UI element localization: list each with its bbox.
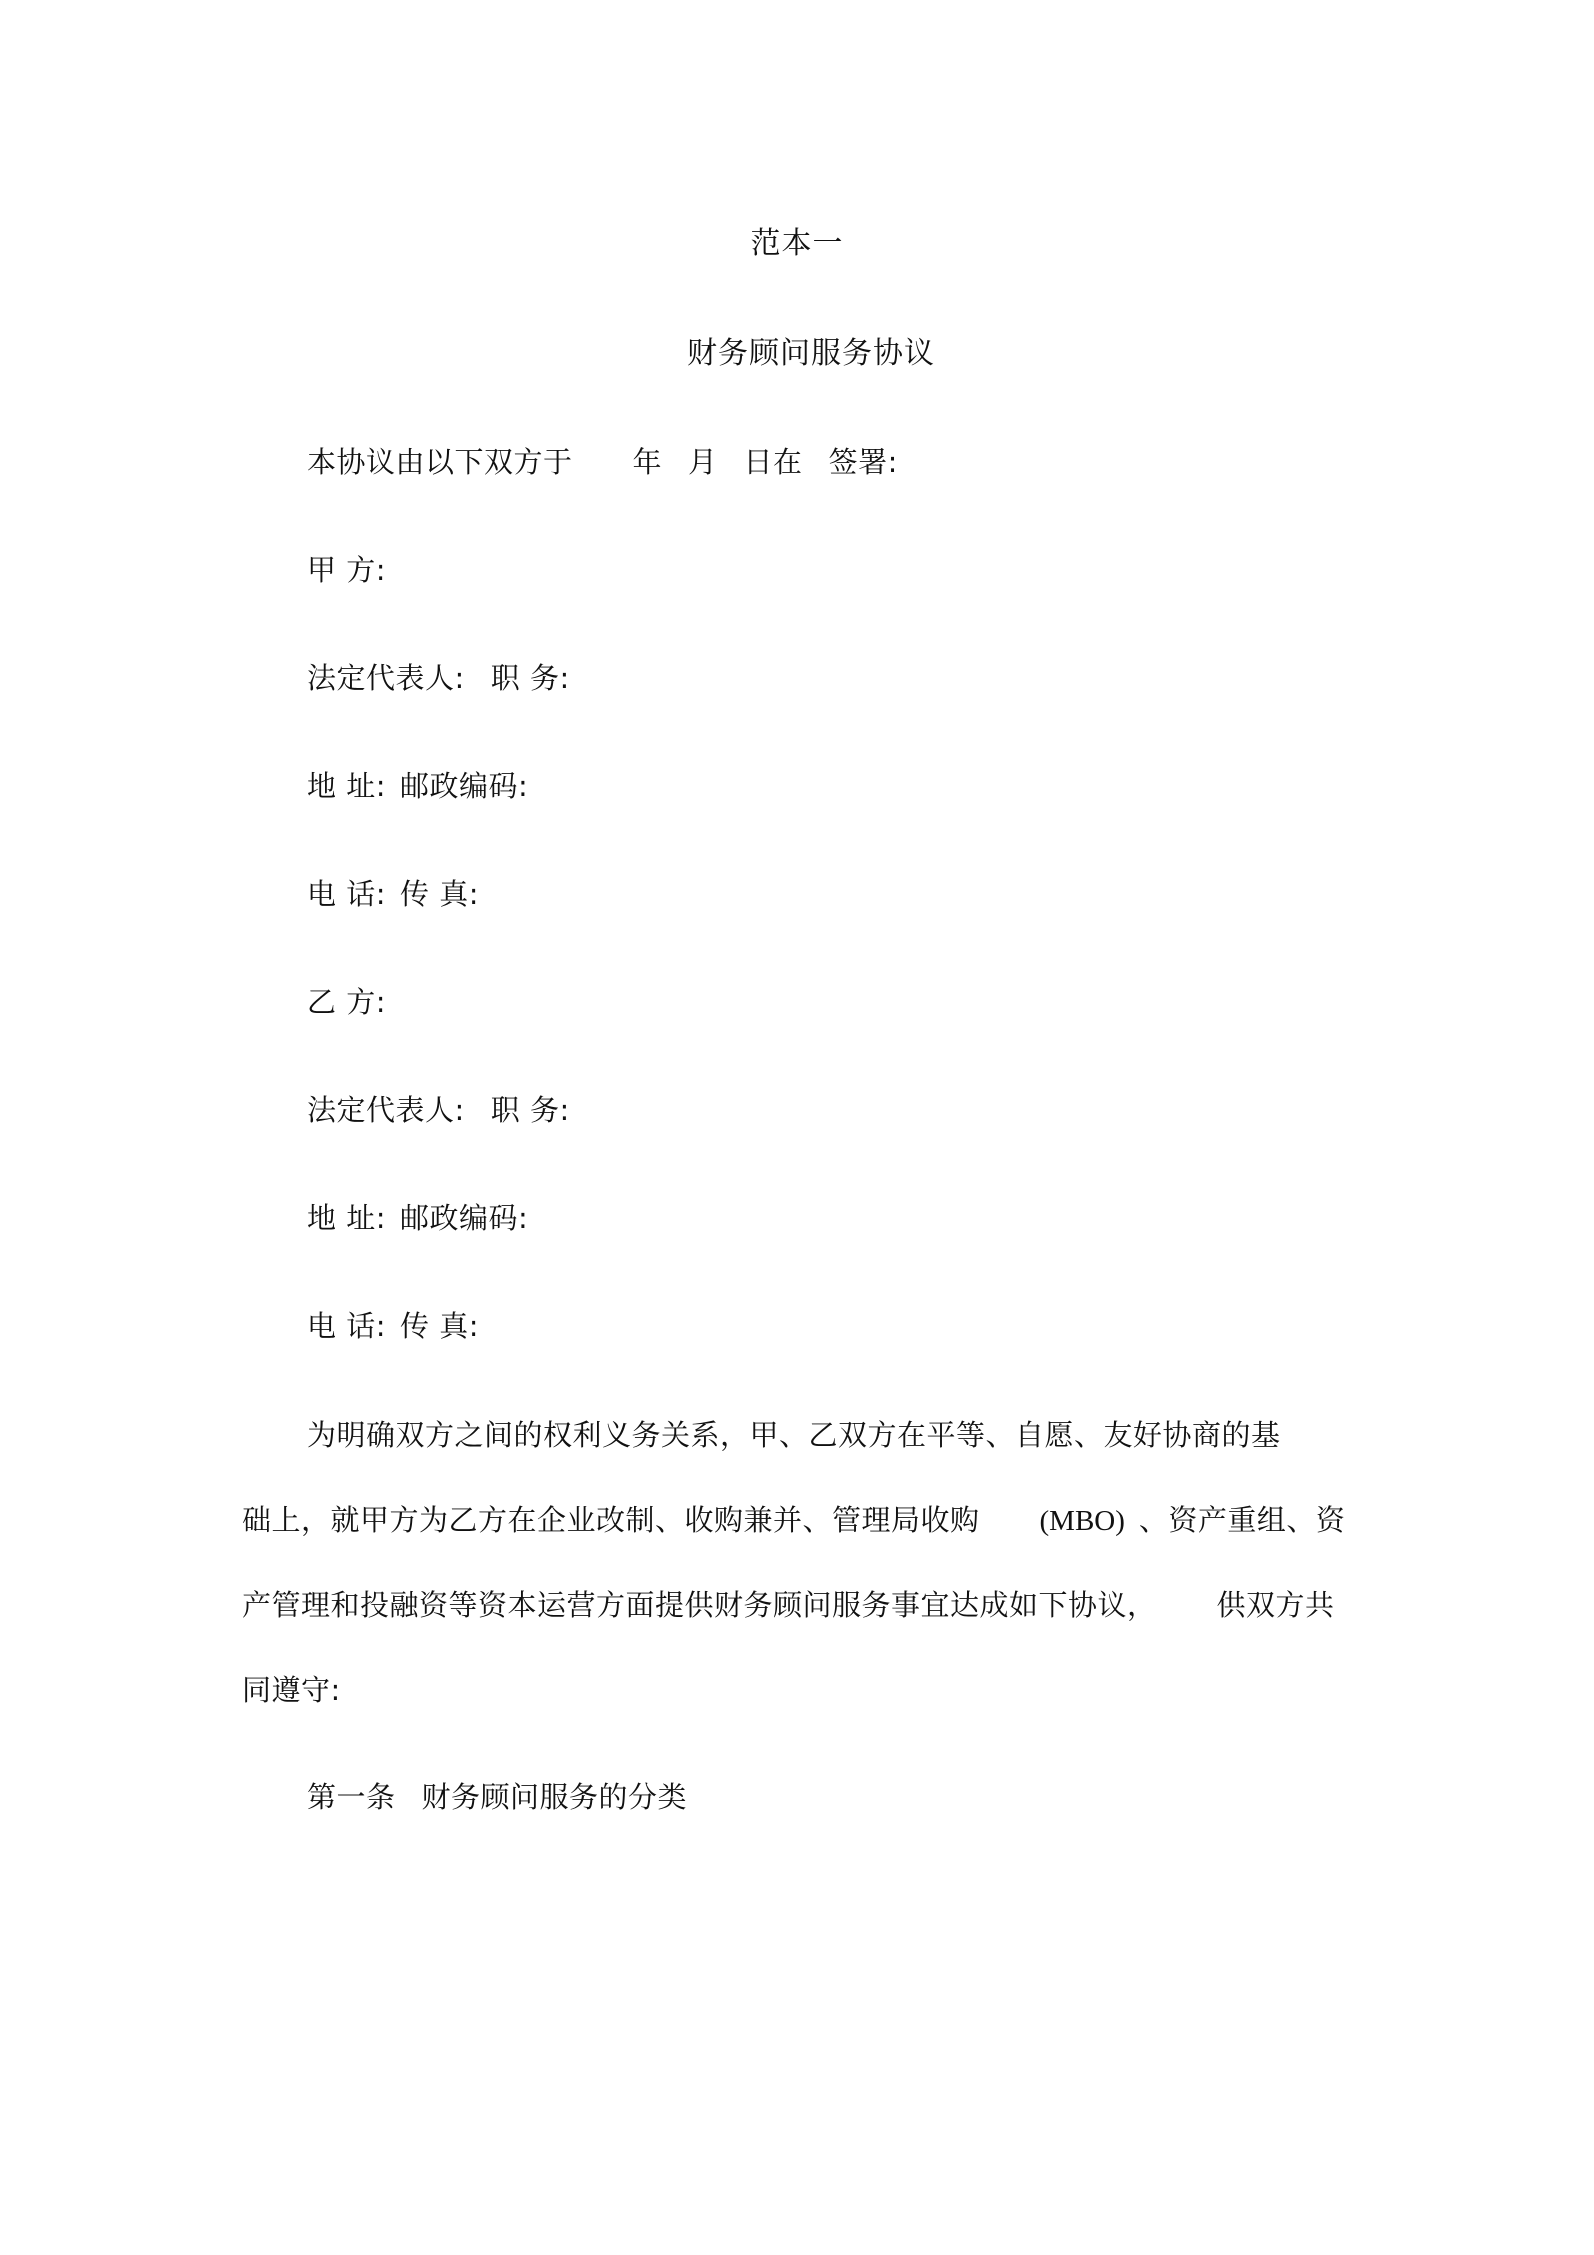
party-b-rep-line	[307, 1090, 570, 1130]
party-b-position-label: 职 务:	[490, 1093, 570, 1127]
party-b-address-line	[307, 1198, 528, 1238]
intro-text: 本协议由以下双方于	[307, 445, 573, 479]
intro-day-at: 日在	[743, 445, 803, 479]
intro-month: 月	[688, 445, 718, 479]
party-a-address-label: 地 址:	[307, 769, 386, 803]
party-b-phone-label: 电 话:	[307, 1309, 386, 1343]
paragraph-line-2-text: 础上，就甲方为乙方在企业改制、收购兼并、管理局收购	[242, 1503, 980, 1537]
party-b-address-label: 地 址:	[307, 1201, 386, 1235]
party-b-phone-line	[307, 1306, 479, 1346]
intro-year: 年	[632, 445, 663, 479]
paragraph-line-1: 为明确双方之间的权利义务关系，甲、乙双方在平等、自愿、友好协商的基	[307, 1418, 1281, 1452]
party-a-label: 甲 方:	[307, 553, 386, 587]
party-b-label: 乙 方:	[307, 985, 386, 1019]
party-a-phone-label: 电 话:	[307, 877, 386, 911]
paragraph-line-3	[242, 1585, 1335, 1625]
article-1-number: 第一条	[307, 1780, 396, 1814]
intro-line	[307, 442, 898, 482]
sample-label: 范本一	[750, 226, 844, 261]
party-b-fax-label: 传 真:	[400, 1309, 479, 1343]
mbo-abbreviation: (MBO)	[1039, 1505, 1125, 1537]
intro-signed: 签署:	[828, 445, 898, 479]
paragraph-line-3-text: 产管理和投融资等资本运营方面提供财务顾问服务事宜达成如下协议，	[242, 1588, 1157, 1622]
party-a-position-label: 职 务:	[490, 661, 570, 695]
document-title: 财务顾问服务协议	[687, 336, 935, 371]
party-b-postcode-label: 邮政编码:	[400, 1201, 529, 1235]
paragraph-line-2	[242, 1500, 1345, 1541]
paragraph-line-3-tail: 供双方共	[1216, 1588, 1335, 1622]
party-a-rep-line	[307, 658, 570, 698]
party-a-address-line	[307, 766, 528, 806]
party-a-postcode-label: 邮政编码:	[400, 769, 529, 803]
paragraph-line-4: 同遵守:	[242, 1673, 341, 1707]
party-a-fax-label: 传 真:	[400, 877, 479, 911]
party-a-rep-label: 法定代表人:	[307, 661, 465, 695]
article-1-title: 财务顾问服务的分类	[421, 1780, 688, 1814]
party-a-phone-line	[307, 874, 479, 914]
article-1-heading	[307, 1777, 687, 1817]
paragraph-line-2-tail: 、资产重组、资	[1138, 1503, 1346, 1537]
party-b-rep-label: 法定代表人:	[307, 1093, 465, 1127]
